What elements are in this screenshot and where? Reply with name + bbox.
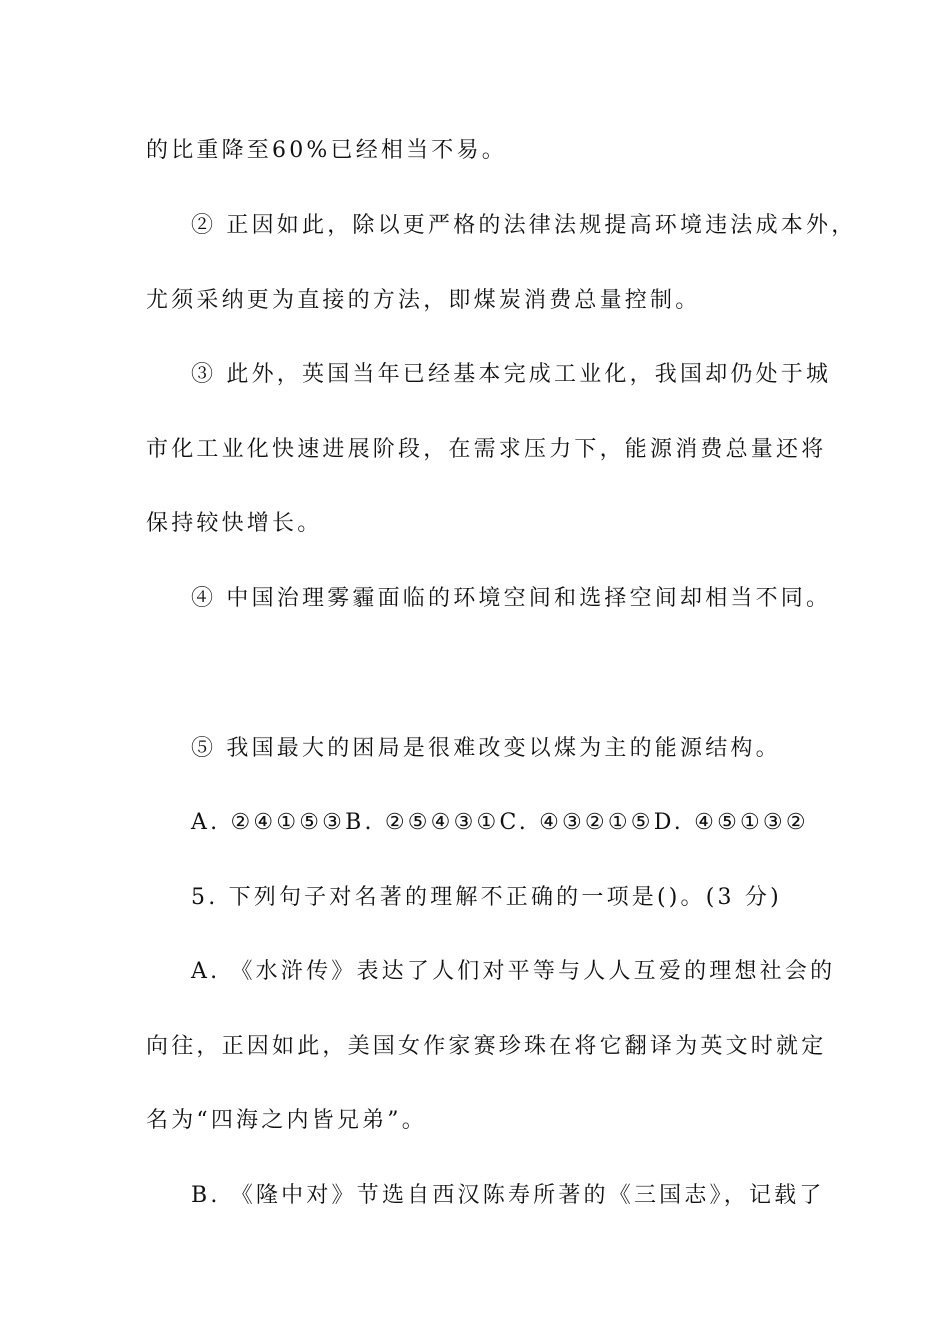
text-line: ⑤ 我国最大的困局是很难改变以煤为主的能源结构。	[191, 736, 781, 761]
text-line: 名为“四海之内皆兄弟”。	[146, 1108, 427, 1133]
text-line: 市化工业化快速进展阶段，在需求压力下，能源消费总量还将	[146, 437, 827, 462]
text-line: A. ②④①⑤③B. ②⑤④③①C. ④③②①⑤D. ④⑤①③②	[191, 810, 809, 835]
text-line: ② 正因如此，除以更严格的法律法规提高环境违法成本外，	[191, 213, 857, 238]
text-line: 5. 下列句子对名著的理解不正确的一项是()。(3 分)	[191, 885, 782, 910]
text-line: 的比重降至60%已经相当不易。	[146, 138, 507, 163]
text-line: ③ 此外，英国当年已经基本完成工业化，我国却仍处于城	[191, 362, 832, 387]
text-line: B. 《隆中对》节选自西汉陈寿所著的《三国志》，记载了	[191, 1183, 825, 1208]
text-line: 尤须采纳更为直接的方法，即煤炭消费总量控制。	[146, 288, 701, 313]
text-line: ④ 中国治理雾霾面临的环境空间和选择空间却相当不同。	[191, 586, 832, 611]
text-line: A. 《水浒传》表达了人们对平等与人人互爱的理想社会的	[191, 959, 836, 984]
text-line: 向往，正因如此，美国女作家赛珍珠在将它翻译为英文时就定	[146, 1034, 827, 1059]
text-line: 保持较快增长。	[146, 511, 323, 536]
